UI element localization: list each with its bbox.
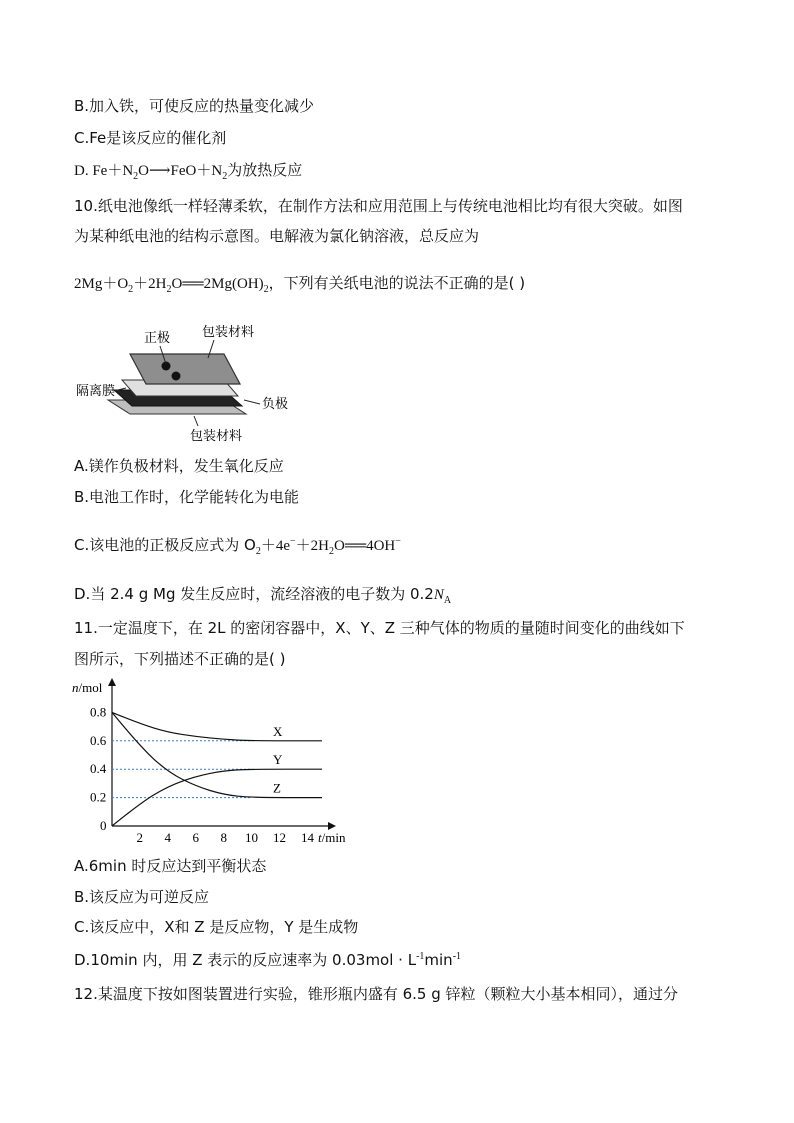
x-tick-label-5: 12 xyxy=(273,830,286,845)
x-tick-label-6: 14 xyxy=(301,830,314,845)
q11-option-d: D.10min 内，用 Z 表示的反应速率为 $0.03mol \cdot L^{-1}\min^{-1}$ xyxy=(74,951,462,969)
q10-stem-line1: 10.纸电池像纸一样轻薄柔软，在制作方法和应用范围上与传统电池相比均有很大突破。如图 xyxy=(74,197,683,215)
x-axis-label: t/min xyxy=(318,830,346,845)
q10-equation: $2Mg+O_2+2H_2O══2Mg(OH)_2$，下列有关纸电池的说法不正确的是( ) xyxy=(74,274,526,295)
q11-option-a: A.6min 时反应达到平衡状态 xyxy=(74,857,267,875)
x-tick-label-2: 6 xyxy=(192,830,199,845)
label-separator: 隔离膜 xyxy=(76,384,116,399)
label-package-top: 包装材料 xyxy=(202,325,255,340)
y-axis-arrow xyxy=(108,678,116,686)
q11-option-c: C.该反应中，X和 Z 是反应物，Y 是生成物 xyxy=(74,918,359,936)
q11-stem-line1: 11.一定温度下，在 2L 的密闭容器中，X、Y、Z 三种气体的物质的量随时间变化的曲线如下 xyxy=(74,619,685,637)
label-package-bottom: 包装材料 xyxy=(190,429,243,444)
q11-stem-line2: 图所示，下列描述不正确的是( ) xyxy=(74,650,286,668)
series-label-x: X xyxy=(273,723,283,739)
q10-option-c: C.该电池的正极反应式为 $O_2+4e^-+2H_2O══4OH^-$ xyxy=(74,536,401,557)
series-line-x xyxy=(112,712,322,740)
y-tick-label-1: 0.4 xyxy=(90,761,107,777)
paper-battery-diagram xyxy=(74,318,304,448)
x-tick-label-0: 2 xyxy=(136,830,143,845)
series-label-y: Y xyxy=(273,752,283,768)
q10-stem-line2: 为某种纸电池的结构示意图。电解液为氯化钠溶液，总反应为 xyxy=(74,227,480,245)
package-top-layer xyxy=(130,354,240,384)
q12-stem-line1: 12.某温度下按如图装置进行实验，锥形瓶内盛有 6.5 g 锌粒（颗粒大小基本相同），通过分 xyxy=(74,985,679,1003)
q10-option-d: D.当 2.4 g Mg 发生反应时，流经溶液的电子数为 $0.2N_A$ xyxy=(74,585,452,606)
origin-label: 0 xyxy=(100,818,107,833)
series-line-z xyxy=(112,712,322,797)
q10-option-b: B.电池工作时，化学能转化为电能 xyxy=(74,488,300,506)
label-positive: 正极 xyxy=(144,331,171,346)
x-axis-arrow xyxy=(328,822,336,830)
label-negative: 负极 xyxy=(262,397,289,412)
y-axis-label: n/mol xyxy=(72,680,103,695)
q11-option-b: B.该反应为可逆反应 xyxy=(74,888,210,906)
q11-line-chart xyxy=(70,676,346,848)
y-tick-label-2: 0.6 xyxy=(90,732,107,748)
x-tick-label-3: 8 xyxy=(220,830,227,845)
q10-option-a: A.镁作负极材料，发生氧化反应 xyxy=(74,457,284,475)
q9-option-b: B.加入铁，可使反应的热量变化减少 xyxy=(74,97,315,115)
x-tick-label-4: 10 xyxy=(245,830,258,845)
x-tick-label-1: 4 xyxy=(164,830,171,845)
series-label-z: Z xyxy=(273,780,281,796)
y-tick-label-0: 0.2 xyxy=(90,789,107,805)
terminal-dot-2 xyxy=(172,372,181,381)
q9-option-d: D. $Fe+N_2O⟶FeO+N_2$为放热反应 xyxy=(74,161,303,182)
y-tick-label-3: 0.8 xyxy=(90,704,107,720)
q9-option-c: C.Fe是该反应的催化剂 xyxy=(74,129,227,147)
